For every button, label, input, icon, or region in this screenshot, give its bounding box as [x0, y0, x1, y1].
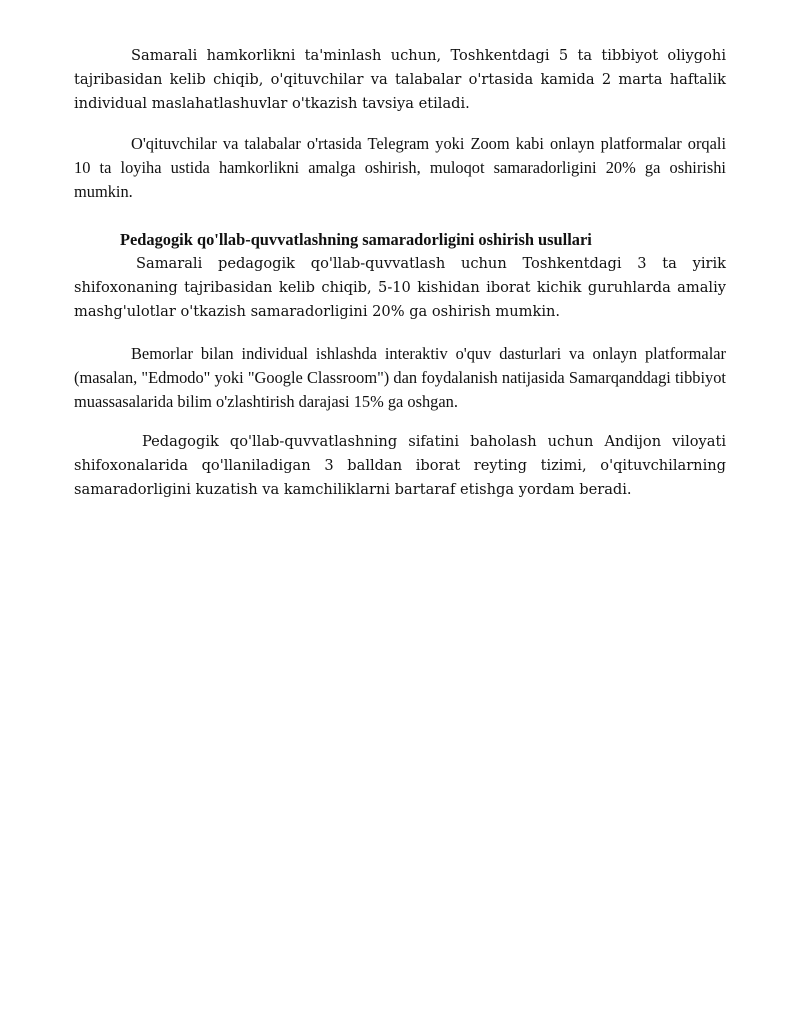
- section-heading: Pedagogik qo'llab-quvvatlashning samaradorligini oshirish usullari: [120, 230, 592, 249]
- document-page: [74, 44, 726, 502]
- paragraph-small-groups: Samarali pedagogik qo'llab-quvvatlash uchun Toshkentdagi 3 ta yirik shifoxonaning tajribasidan kelib chiqib, 5-10 kishidan iborat kichik guruhlarda amaliy mashg'ulotlar o'tkazish samaradorligini 20% ga oshirish mumkin.: [74, 255, 726, 320]
- paragraph-interactive-programs: Bemorlar bilan individual ishlashda interaktiv o'quv dasturlari va onlayn platformalar (masalan, "Edmodo" yoki "Google Classroom") dan foydalanish natijasida Samarqanddagi tibbiyot muassasalarida bilim o'zlashtirish darajasi 15% ga oshgan.: [74, 344, 726, 411]
- paragraph-online-platforms: O'qituvchilar va talabalar o'rtasida Telegram yoki Zoom kabi onlayn platformalar orqali 10 ta loyiha ustida hamkorlikni amalga oshirish, muloqot samaradorligini 20% ga oshirishi mumkin.: [74, 134, 726, 201]
- paragraph-rating-system: Pedagogik qo'llab-quvvatlashning sifatini baholash uchun Andijon viloyati shifoxonalarida qo'llaniladigan 3 balldan iborat reyting tizimi, o'qituvchilarning samaradorligini kuzatish va kamchiliklarni bartaraf etishga yordam beradi.: [74, 433, 726, 498]
- paragraph-collaboration: Samarali hamkorlikni ta'minlash uchun, Toshkentdagi 5 ta tibbiyot oliygohi tajribasidan kelib chiqib, o'qituvchilar va talabalar o'rtasida kamida 2 marta haftalik individual maslahatlashuvlar o'tkazish tavsiya etiladi.: [74, 47, 726, 112]
